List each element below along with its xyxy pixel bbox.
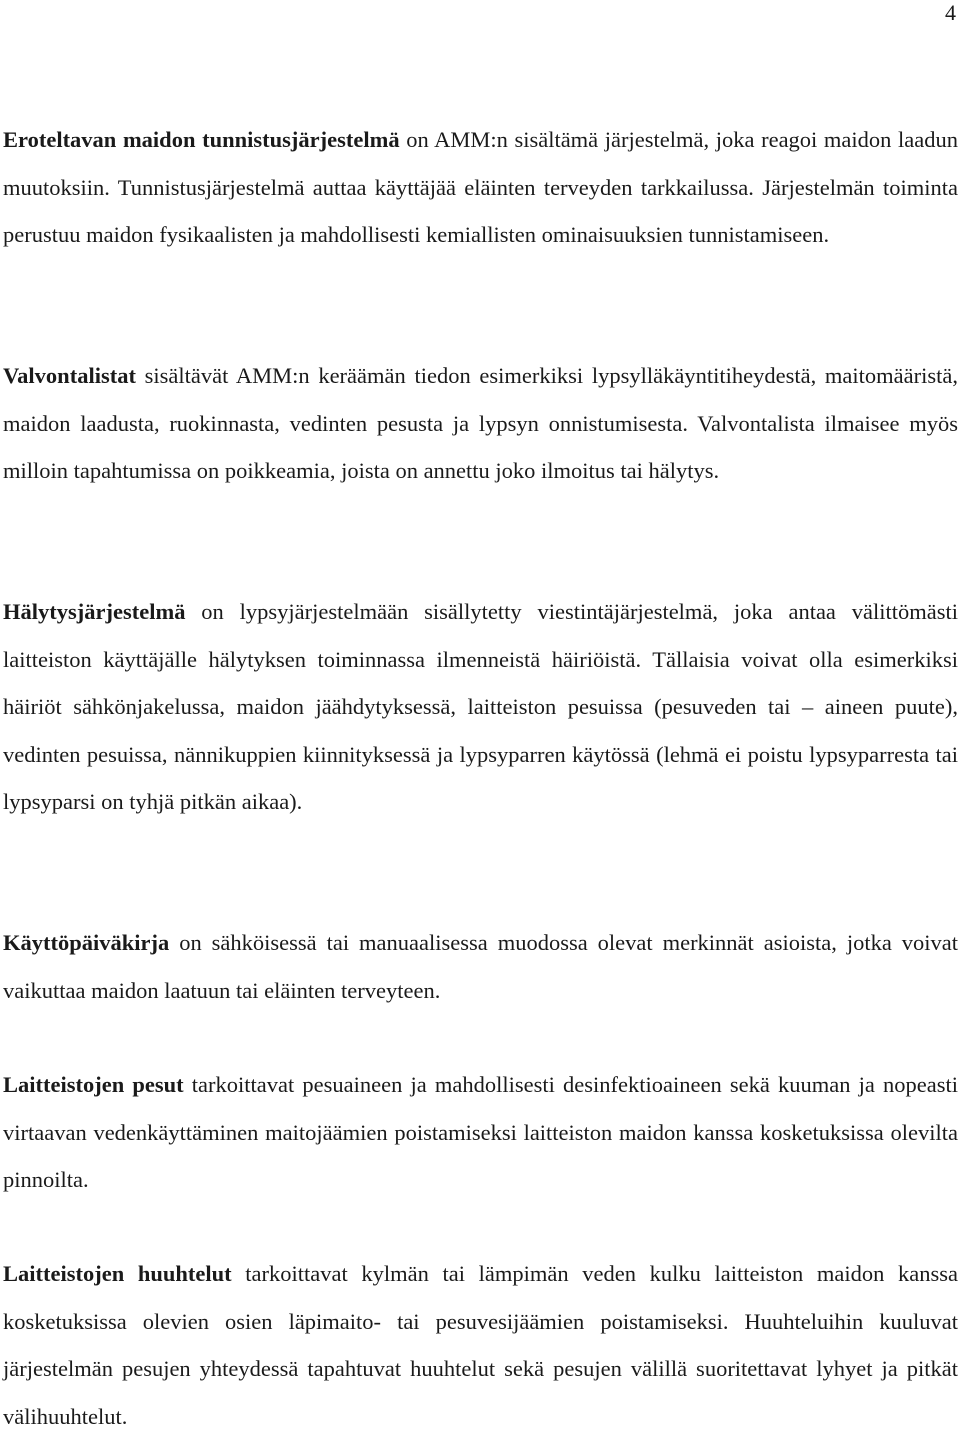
definition-text: on lypsyjärjestelmään sisällytetty viestintäjärjestelmä, joka antaa välittömästi laitteiston käyttäjälle hälytyksen toiminnassa ilmenneistä häiriöistä. Tällaisia voivat olla esimerkiksi häiriöt sähkönjakelussa, maidon jäähdytyksessä, laitteiston pesuissa (pesuveden tai – aineen puute), vedinten pesuissa, nännikuppien kiinnityksessä ja lypsyparren käytössä (lehmä ei poistu lypsyparresta tai lypsyparsi on tyhjä pitkän aikaa). bbox=[3, 599, 958, 815]
definition-paragraph bbox=[3, 1061, 958, 1204]
defined-term: Hälytysjärjestelmä bbox=[3, 599, 186, 624]
definition-paragraph bbox=[3, 116, 958, 259]
definition-paragraph bbox=[3, 588, 958, 826]
definition-paragraph bbox=[3, 1250, 958, 1440]
defined-term: Eroteltavan maidon tunnistusjärjestelmä bbox=[3, 127, 400, 152]
definition-text: tarkoittavat kylmän tai lämpimän veden kulku laitteiston maidon kanssa kosketuksissa olevien osien läpimaito- tai pesuvesijäämien poistamiseksi. Huuhteluihin kuuluvat järjestelmän pesujen yhteydessä tapahtuvat huuhtelut sekä pesujen välillä suoritettavat lyhyet ja pitkät välihuuhtelut. bbox=[3, 1261, 958, 1429]
definition-paragraph bbox=[3, 352, 958, 495]
defined-term: Laitteistojen huuhtelut bbox=[3, 1261, 232, 1286]
defined-term: Valvontalistat bbox=[3, 363, 136, 388]
defined-term: Käyttöpäiväkirja bbox=[3, 930, 170, 955]
defined-term: Laitteistojen pesut bbox=[3, 1072, 184, 1097]
definition-text: on sähköisessä tai manuaalisessa muodossa olevat merkinnät asioista, jotka voivat vaikuttaa maidon laatuun tai eläinten terveyteen. bbox=[3, 930, 958, 1003]
definition-text: on AMM:n sisältämä järjestelmä, joka reagoi maidon laadun muutoksiin. Tunnistusjärjestelmä auttaa käyttäjää eläinten terveyden tarkkailussa. Järjestelmän toiminta perustuu maidon fysikaalisten ja mahdollisesti kemiallisten ominaisuuksien tunnistamiseen. bbox=[3, 127, 958, 248]
definition-paragraph bbox=[3, 919, 958, 1014]
definition-text: sisältävät AMM:n keräämän tiedon esimerkiksi lypsylläkäyntitiheydestä, maitomääristä, maidon laadusta, ruokinnasta, vedinten pesusta ja lypsyn onnistumisesta. Valvontalista ilmaisee myös milloin tapahtumissa on poikkeamia, joista on annettu joko ilmoitus tai hälytys. bbox=[3, 363, 958, 484]
definition-text: tarkoittavat pesuaineen ja mahdollisesti desinfektioaineen sekä kuuman ja nopeasti virtaavan vedenkäyttäminen maitojäämien poistamiseksi laitteiston maidon kanssa kosketuksissa olevilta pinnoilta. bbox=[3, 1072, 958, 1193]
page-number: 4 bbox=[945, 0, 956, 25]
